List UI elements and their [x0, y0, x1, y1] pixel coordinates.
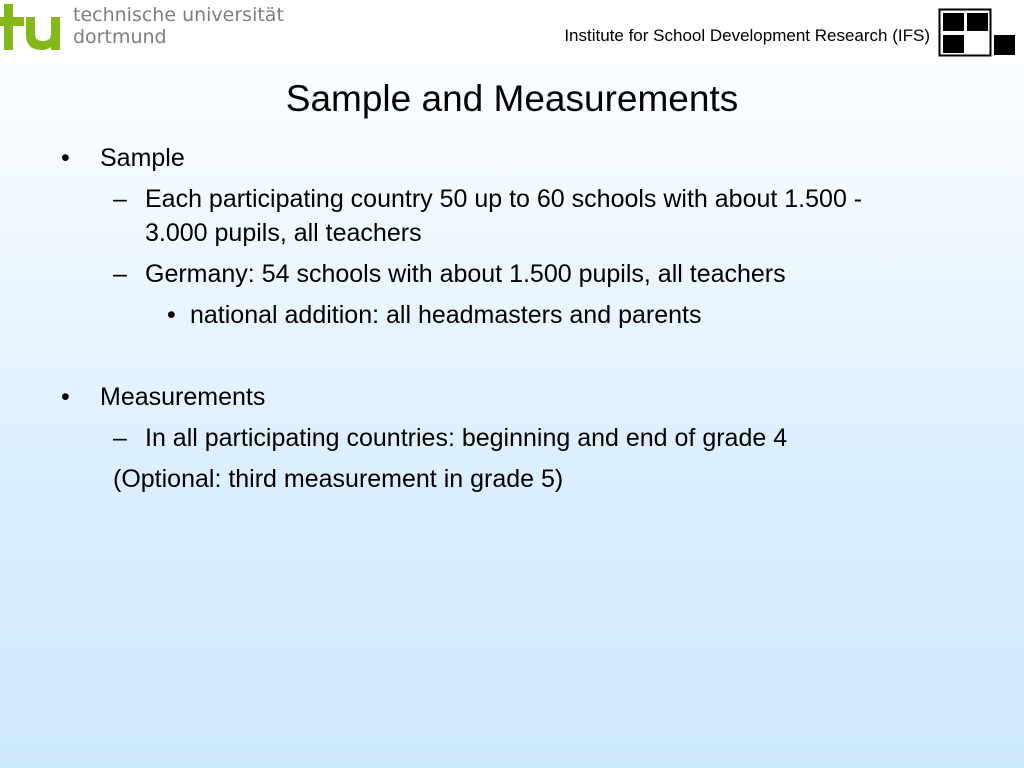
sample-item-2: Germany: 54 schools with about 1.500 pupils, all teachers — [145, 260, 786, 288]
sample-item-1-line-1: Each participating country 50 up to 60 schools with about 1.500 - — [145, 185, 863, 213]
university-name-line2: dortmund — [73, 26, 167, 48]
slide-title: Sample and Measurements — [285, 78, 739, 119]
dash-icon: – — [113, 185, 127, 213]
bullet-icon: • — [61, 144, 70, 172]
sample-item-1-line-2: 3.000 pupils, all teachers — [145, 219, 422, 247]
sample-item-2-sub: national addition: all headmasters and parents — [190, 301, 702, 329]
sample-heading: Sample — [100, 144, 185, 172]
institute-name: Institute for School Development Research (IFS) — [564, 26, 930, 45]
measurements-note: (Optional: third measurement in grade 5) — [113, 465, 564, 493]
bullet-icon: • — [61, 383, 70, 411]
bullet-icon: • — [167, 301, 176, 329]
measurements-heading: Measurements — [100, 383, 266, 411]
dash-icon: – — [113, 424, 127, 452]
university-name-line1: technische universität — [73, 4, 284, 26]
dash-icon: – — [113, 260, 127, 288]
measurements-item-1: In all participating countries: beginning and end of grade 4 — [145, 424, 788, 452]
